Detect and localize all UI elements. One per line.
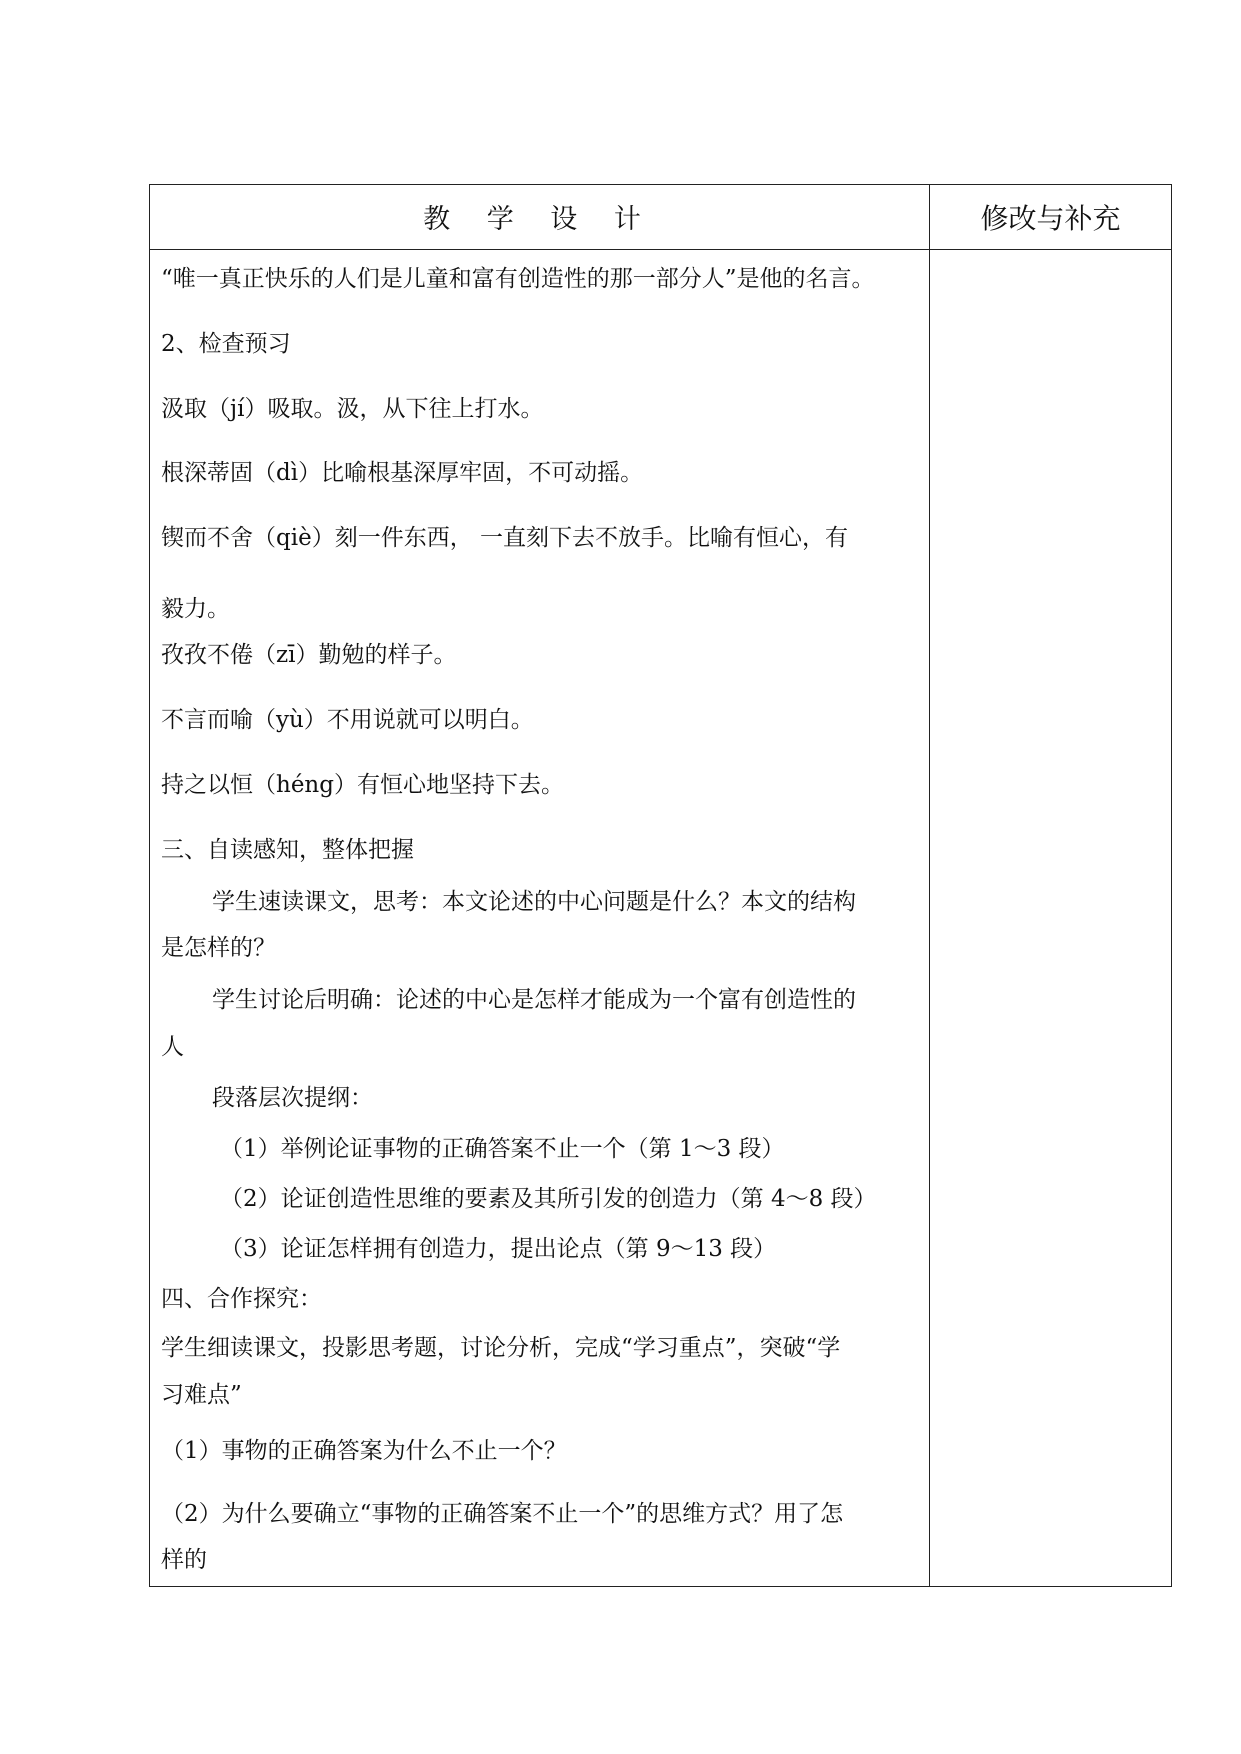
vocab-line: 根深蒂固（dì）比喻根基深厚牢固，不可动摇。 [161,460,644,486]
outline-item: （1）举例论证事物的正确答案不止一个（第 1～3 段） [220,1136,785,1162]
column-divider [929,184,930,1587]
vocab-line: 毅力。 [161,596,230,622]
lesson-table [149,184,1172,1587]
outline-item: （2）论证创造性思维的要素及其所引发的创造力（第 4～8 段） [220,1186,877,1212]
question-item: （2）为什么要确立“事物的正确答案不止一个”的思维方式？用了怎 [161,1501,844,1527]
text-line: 习难点” [161,1382,242,1408]
text-line: 人 [161,1034,184,1060]
section-heading: 四、合作探究： [161,1286,322,1312]
text-line: 是怎样的？ [161,935,276,961]
vocab-line: 孜孜不倦（zī）勤勉的样子。 [161,642,457,668]
text-line: 学生讨论后明确：论述的中心是怎样才能成为一个富有创造性的 [212,987,856,1013]
vocab-line: 汲取（jí）吸取。汲，从下往上打水。 [161,396,544,422]
outline-item: （3）论证怎样拥有创造力，提出论点（第 9～13 段） [220,1236,777,1262]
vocab-line: 不言而喻（yù）不用说就可以明白。 [161,707,534,733]
text-line: “唯一真正快乐的人们是儿童和富有创造性的那一部分人”是他的名言。 [161,266,875,292]
header-divider [149,249,1172,250]
vocab-line: 锲而不舍（qiè）刻一件东西， 一直刻下去不放手。比喻有恒心，有 [161,525,849,551]
header-teaching-design: 教 学 设 计 [423,204,655,235]
vocab-line: 持之以恒（héng）有恒心地坚持下去。 [161,772,564,798]
text-line: 段落层次提纲： [212,1085,373,1111]
header-revision-notes: 修改与补充 [980,201,1121,235]
question-item: 样的 [161,1547,207,1573]
section-heading: 2、检查预习 [161,331,291,357]
text-line: 学生速读课文，思考：本文论述的中心问题是什么？本文的结构 [212,889,856,915]
section-heading: 三、自读感知，整体把握 [161,837,414,863]
text-line: 学生细读课文，投影思考题，讨论分析，完成“学习重点”，突破“学 [161,1335,841,1361]
question-item: （1）事物的正确答案为什么不止一个？ [161,1438,567,1464]
